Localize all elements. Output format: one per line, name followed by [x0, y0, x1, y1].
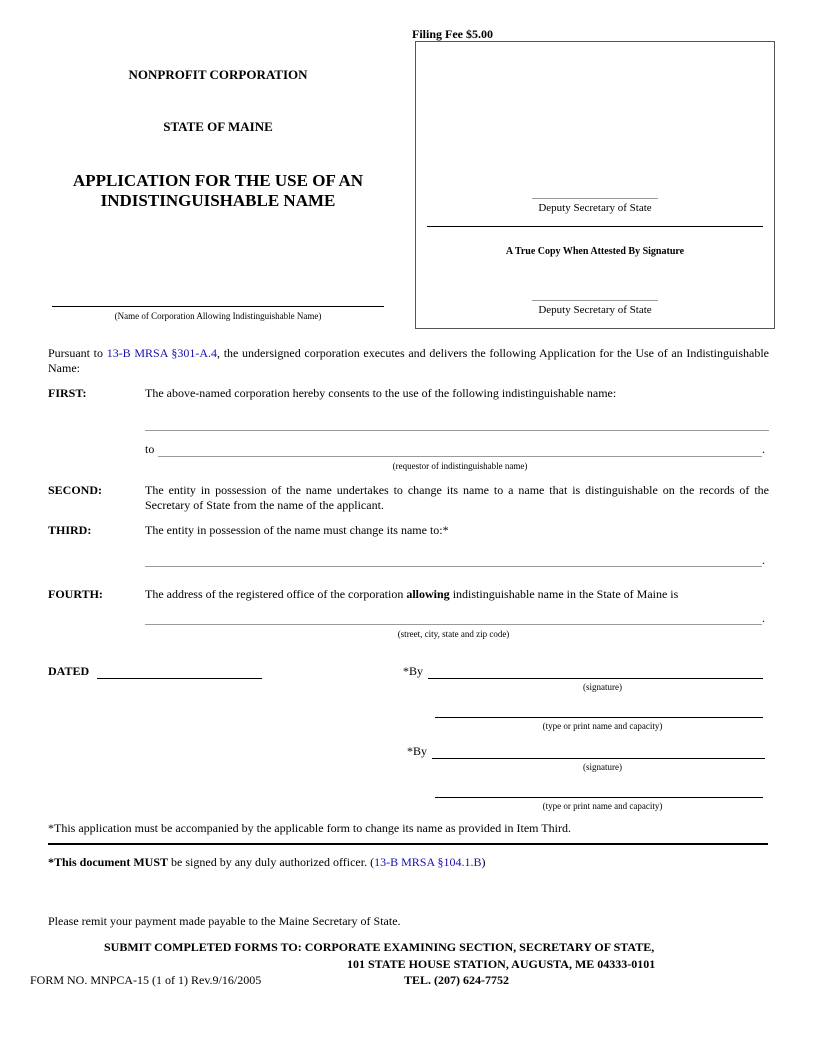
submit-line-1: SUBMIT COMPLETED FORMS TO: CORPORATE EXAMINING SECTION, SECRETARY OF STATE, — [104, 940, 655, 954]
third-text: The entity in possession of the name must change its name to:* — [145, 523, 449, 537]
filing-fee: Filing Fee $5.00 — [412, 27, 493, 41]
by-label-1: *By — [403, 664, 424, 678]
second-text: The entity in possession of the name undertakes to change its name to a name that is distinguishable on the records of the Secretary of State from the name of the applicant. — [145, 483, 769, 512]
form-title — [48, 171, 388, 211]
statute-link-104[interactable]: 13-B MRSA §104.1.B — [374, 855, 482, 869]
address-caption: (street, city, state and zip code) — [397, 629, 510, 639]
fourth-pre: The address of the registered office of the corporation — [145, 587, 407, 601]
dated-field[interactable] — [97, 678, 262, 679]
deputy-signature-line-2 — [532, 300, 658, 301]
fourth-label: FOURTH: — [48, 587, 103, 601]
stamp-divider — [427, 226, 763, 227]
intro-post: , the undersigned corporation executes and delivers the following Application for the Use of an Indistinguishable Name: — [48, 346, 769, 375]
print-caption-2: (type or print name and capacity) — [542, 801, 663, 811]
item-third-note: *This application must be accompanied by the applicable form to change its name as provided in Item Third. — [48, 821, 571, 835]
intro-pre: Pursuant to — [48, 346, 107, 360]
to-period: . — [762, 442, 765, 456]
third-period: . — [762, 553, 765, 567]
requestor-field[interactable] — [158, 456, 762, 457]
indistinguishable-name-field[interactable] — [145, 430, 769, 431]
corporation-name-field[interactable] — [52, 306, 384, 307]
new-name-field[interactable] — [145, 566, 762, 567]
first-label: FIRST: — [48, 386, 87, 400]
print-caption-1: (type or print name and capacity) — [542, 721, 663, 731]
by-label-2: *By — [407, 744, 428, 758]
form-title-line1: APPLICATION FOR THE USE OF AN — [72, 171, 364, 190]
signature-field-1[interactable] — [428, 678, 763, 679]
fourth-text — [145, 587, 769, 602]
signature-field-2[interactable] — [432, 758, 765, 759]
requestor-caption: (requestor of indistinguishable name) — [392, 461, 528, 471]
true-copy-label: A True Copy When Attested By Signature — [505, 246, 685, 257]
second-label: SECOND: — [48, 483, 103, 497]
secretary-stamp-box — [415, 41, 775, 329]
to-label: to — [145, 442, 155, 456]
deputy-label-1: Deputy Secretary of State — [538, 202, 652, 214]
statute-link-301[interactable]: 13-B MRSA §301-A.4 — [106, 346, 218, 360]
form-number: FORM NO. MNPCA-15 (1 of 1) Rev.9/16/2005 — [30, 973, 262, 987]
signature-caption-1: (signature) — [583, 682, 622, 692]
org-type: NONPROFIT CORPORATION — [128, 67, 308, 82]
deputy-label-2-text: Deputy Secretary of State — [538, 304, 652, 316]
dated-label: DATED — [48, 664, 90, 678]
state-name: STATE OF MAINE — [163, 119, 273, 134]
notes-divider — [48, 843, 768, 845]
must-post: be signed by any duly authorized officer. ( — [168, 855, 375, 869]
third-label: THIRD: — [48, 523, 92, 537]
submit-line-2: 101 STATE HOUSE STATION, AUGUSTA, ME 04333-0101 — [347, 957, 656, 971]
fourth-period: . — [762, 611, 765, 625]
remit-note: Please remit your payment made payable to the Maine Secretary of State. — [48, 914, 401, 928]
must-asterisk-pre: *This document — [48, 855, 134, 869]
fourth-bold: allowing — [406, 587, 450, 601]
form-title-line2: INDISTINGUISHABLE NAME — [100, 191, 336, 210]
must-bold: MUST — [133, 855, 169, 869]
print-name-field-2[interactable] — [435, 797, 763, 798]
intro-paragraph — [48, 346, 769, 376]
signature-caption-2: (signature) — [583, 762, 622, 772]
deputy-label-2 — [512, 304, 678, 316]
print-name-field-1[interactable] — [435, 717, 763, 718]
submit-line-3: TEL. (207) 624-7752 — [404, 973, 509, 987]
registered-office-address-field[interactable] — [145, 624, 762, 625]
must-close: ) — [481, 855, 486, 869]
fourth-post: indistinguishable name in the State of Maine is — [449, 587, 679, 601]
first-text: The above-named corporation hereby consents to the use of the following indistinguishable name: — [145, 386, 617, 400]
deputy-signature-line-1 — [532, 198, 658, 199]
corporation-name-caption: (Name of Corporation Allowing Indistinguishable Name) — [114, 311, 322, 321]
must-sign-note — [48, 855, 485, 870]
